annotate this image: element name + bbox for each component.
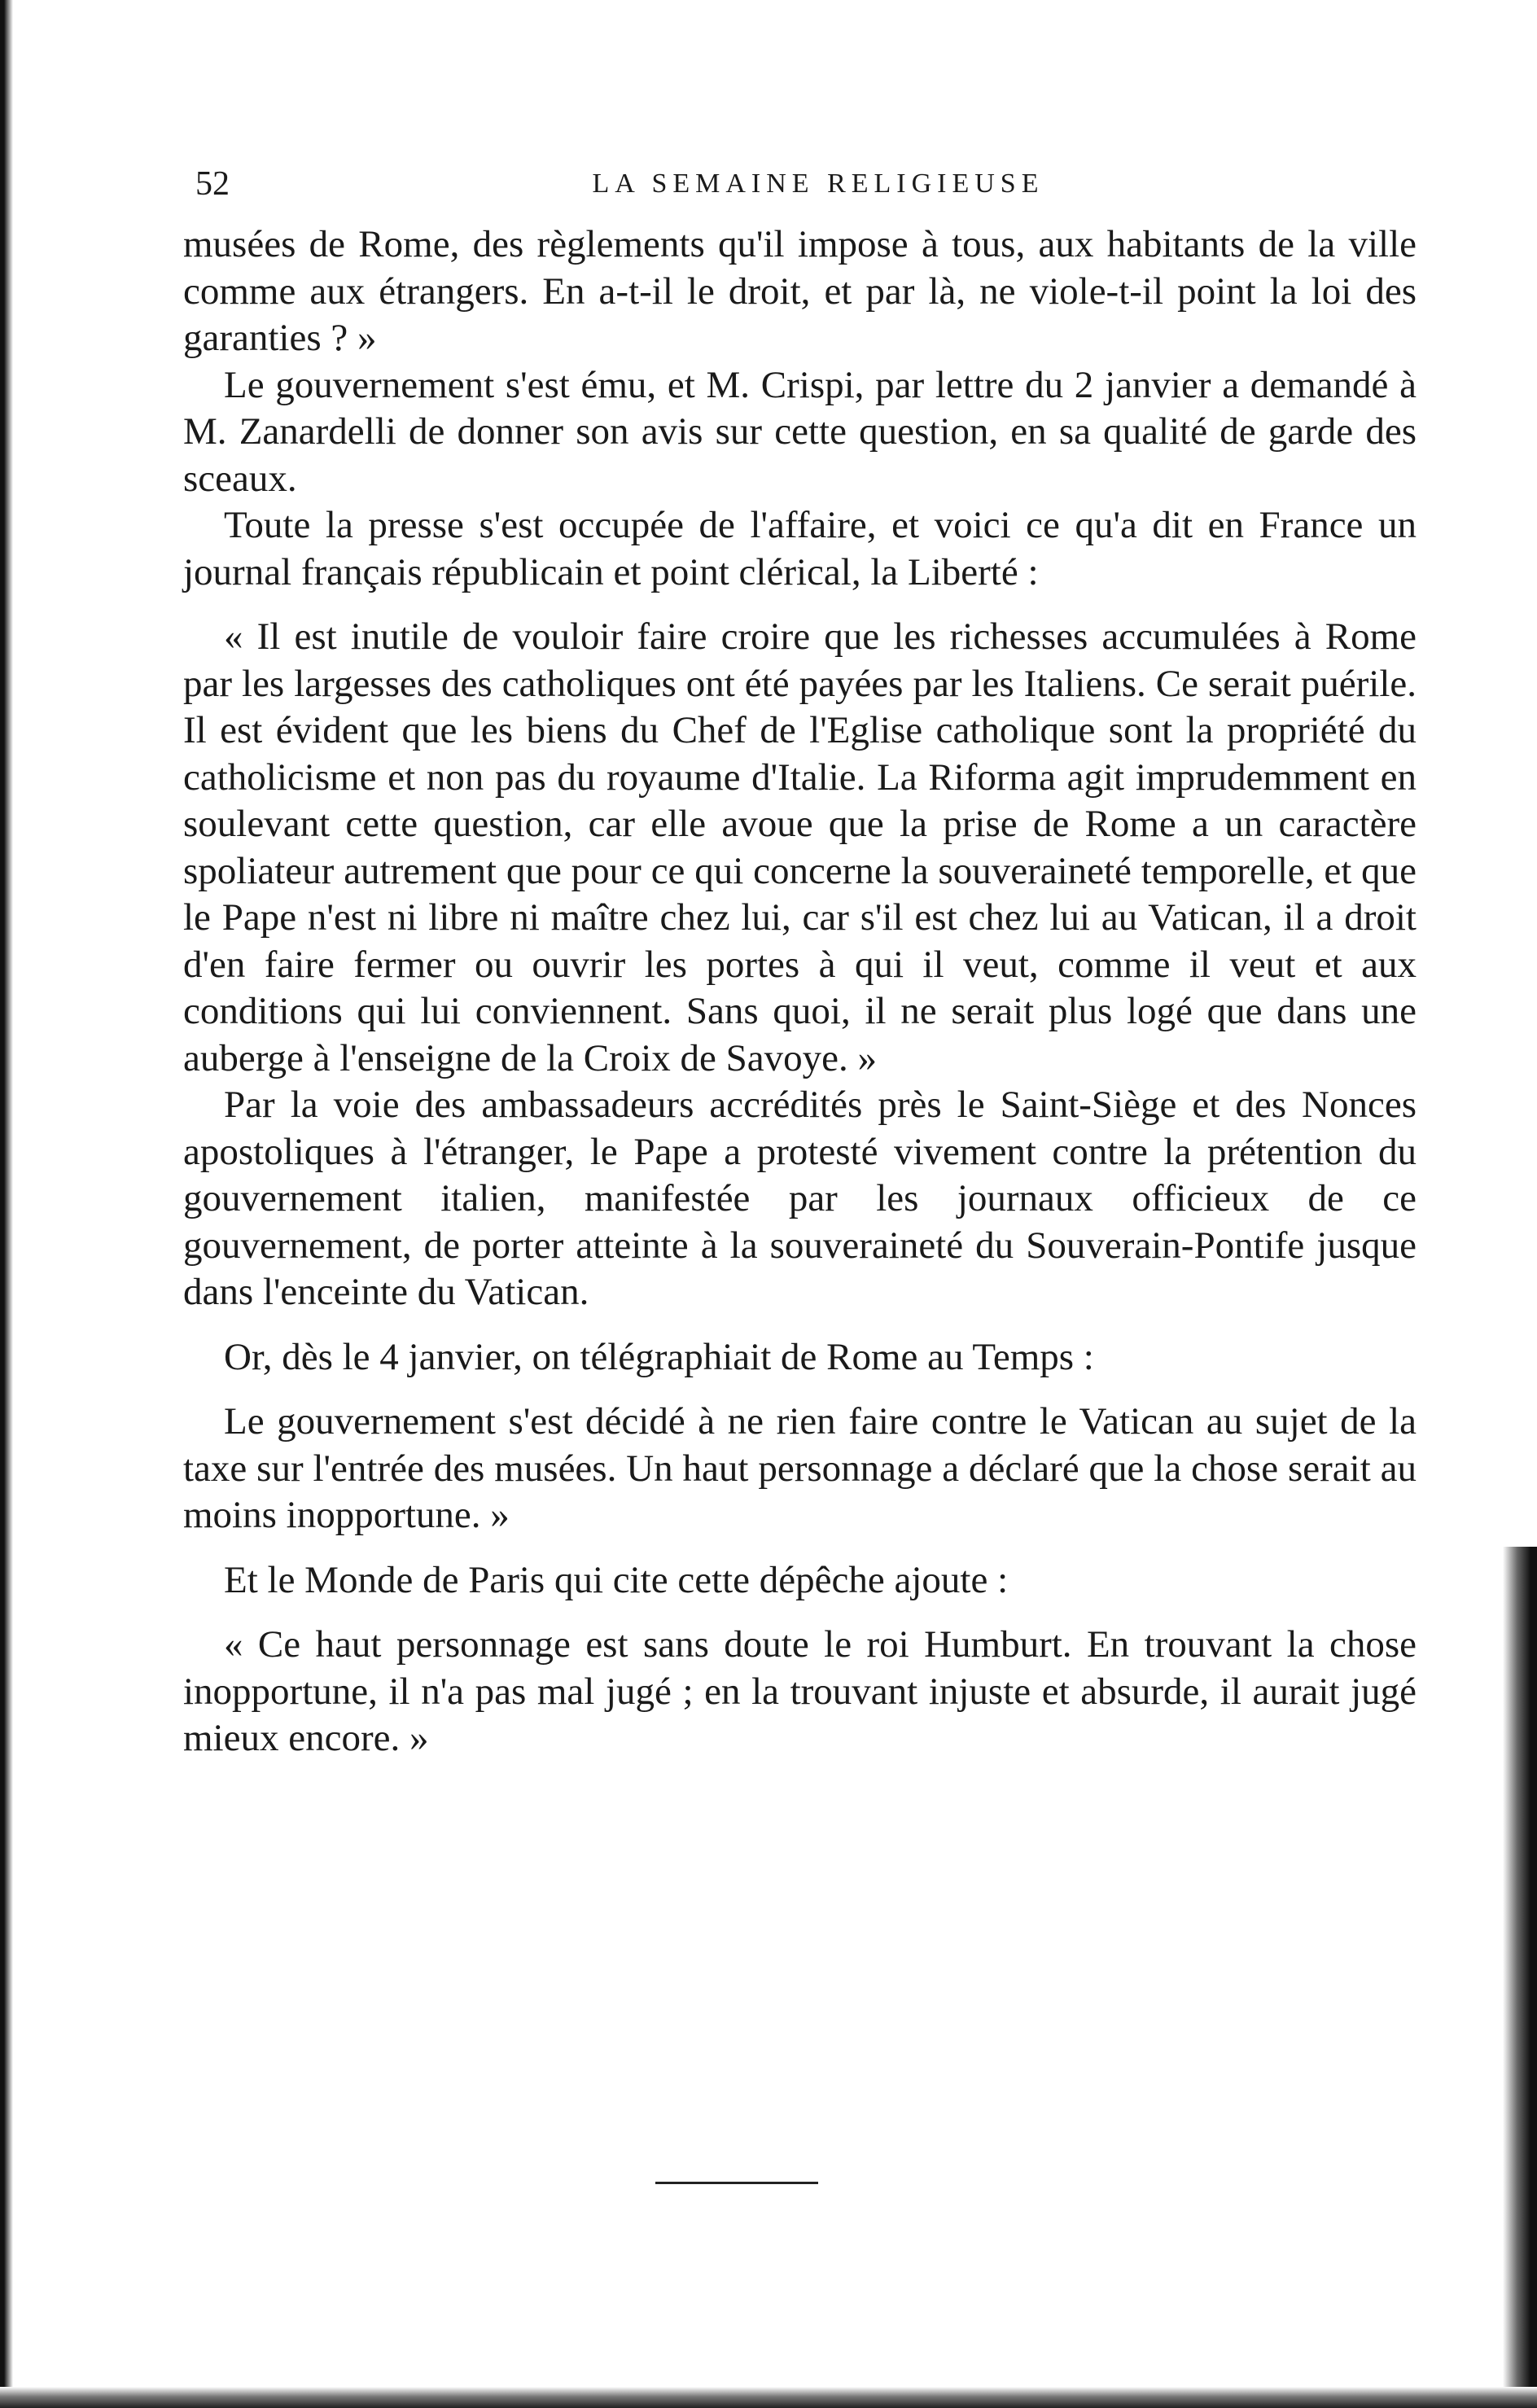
page-binding-shadow	[0, 0, 13, 2408]
page-bottom-shadow	[0, 2387, 1537, 2408]
page-edge-shadow	[1503, 1547, 1537, 2408]
quote-paragraph: « Il est inutile de vouloir faire croire que les richesses accumulées à Rome par les largesses des catholiques ont été payées par les Italiens. Ce serait puérile. Il est évident que les biens du Chef de l'Eglise catholique sont la propriété du catholicisme et non pas du royaume d'Italie. La Riforma agit imprudemment en soulevant cette question, car elle avoue que la prise de Rome a un caractère spoliateur autrement que pour ce qui concerne la souveraineté temporelle, et que le Pape n'est ni libre ni maître chez lui, car s'il est chez lui au Vatican, il a droit d'en faire fermer ou ouvrir les portes à qui il veut, comme il veut et aux conditions qui lui conviennent. Sans quoi, il ne serait plus logé que dans une auberge à l'enseigne de la Croix de Savoye. »	[183, 615, 1417, 1079]
paragraph: Toute la presse s'est occupée de l'affaire, et voici ce qu'a dit en France un journal français républicain et point clérical, la Liberté :	[183, 504, 1417, 593]
page-header	[195, 160, 1441, 208]
body-text	[183, 221, 1417, 1762]
telegram-paragraph: Le gouvernement s'est décidé à ne rien faire contre le Vatican au sujet de la taxe sur l'entrée des musées. Un haut personnage a déclaré que la chose serait au moins inopportune. »	[183, 1400, 1417, 1536]
paragraph: Or, dès le 4 janvier, on télégraphiait de Rome au Temps :	[224, 1335, 1094, 1378]
paragraph: Le gouvernement s'est ému, et M. Crispi, par lettre du 2 janvier a demandé à M. Zanardelli de donner son avis sur cette question, en sa qualité de garde des sceaux.	[183, 363, 1417, 500]
running-title: LA SEMAINE RELIGIEUSE	[592, 169, 1044, 199]
quote-paragraph: « Ce haut personnage est sans doute le roi Humburt. En trouvant la chose inopportune, il n'a pas mal jugé ; en la trouvant injuste et absurde, il aurait jugé mieux encore. »	[183, 1623, 1417, 1759]
paragraph: Par la voie des ambassadeurs accrédités près le Saint-Siège et des Nonces apostoliques à l'étranger, le Pape a protesté vivement contre la prétention du gouvernement italien, manifestée par les journaux officieux de ce gouvernement, de porter atteinte à la souveraineté du Souverain-Pontife jusque dans l'enceinte du Vatican.	[183, 1084, 1417, 1313]
closing-rule	[655, 2182, 818, 2184]
paragraph: musées de Rome, des règlements qu'il impose à tous, aux habitants de la ville comme aux étrangers. En a-t-il le droit, et par là, ne viole-t-il point la loi des garanties ? »	[183, 223, 1417, 359]
paragraph: Et le Monde de Paris qui cite cette dépêche ajoute :	[224, 1558, 1009, 1601]
page-number: 52	[195, 165, 230, 203]
